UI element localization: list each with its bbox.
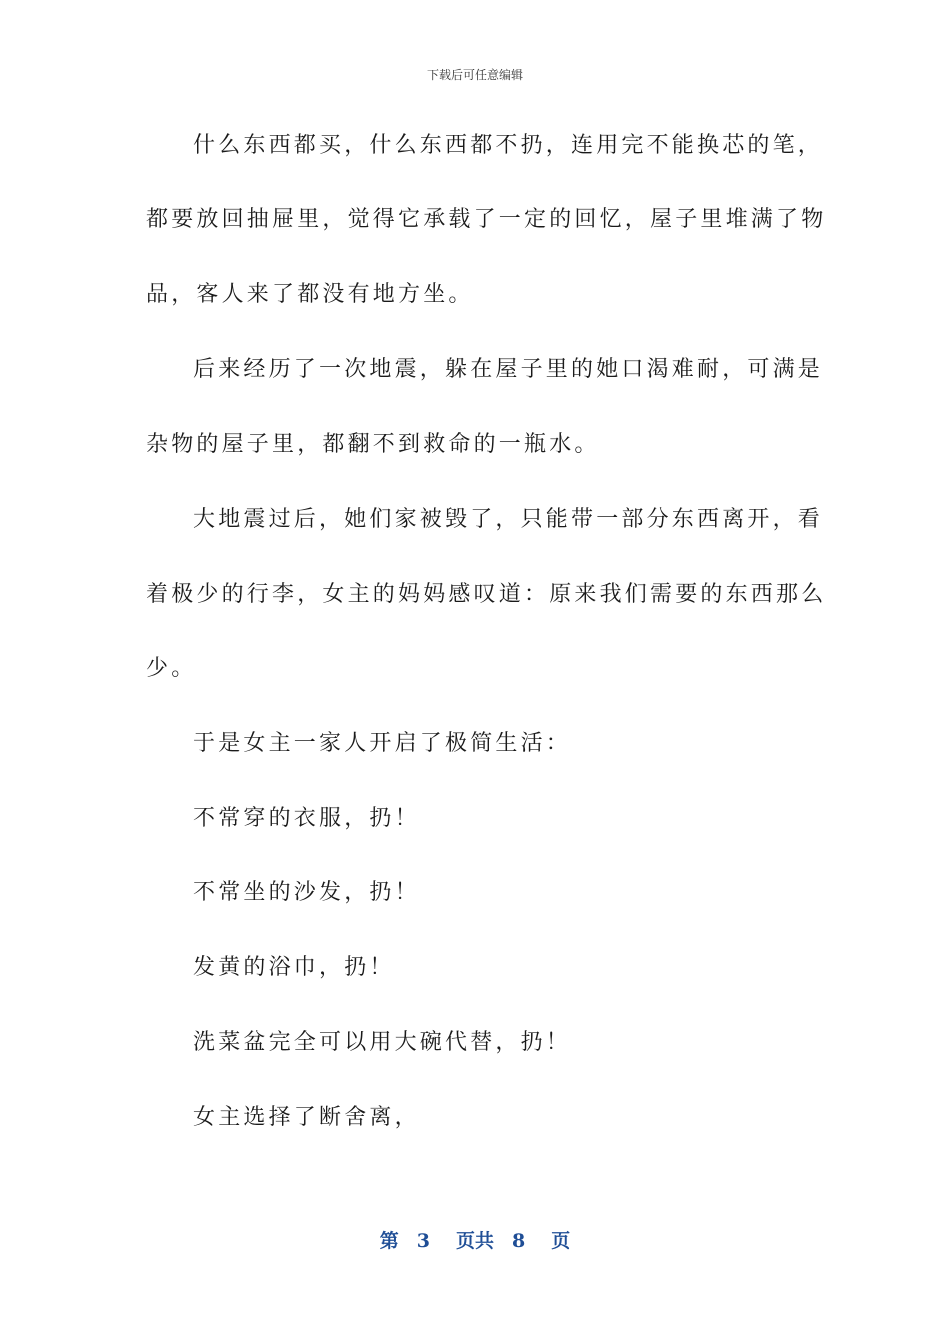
text-line: 女主选择了断舍离， (193, 1105, 420, 1130)
text-line: 大地震过后，她们家被毁了，只能带一部分东西离开，看 (193, 507, 824, 532)
text-line: 品，客人来了都没有地方坐。 (146, 282, 474, 307)
page-footer (0, 1226, 950, 1253)
footer-page-number: 3 (416, 1230, 430, 1252)
footer-page-prefix: 第 (379, 1230, 399, 1252)
text-line: 后来经历了一次地震，躲在屋子里的她口渴难耐，可满是 (193, 357, 824, 382)
page-header: 下载后可任意编辑 (426, 68, 523, 82)
text-line: 不常坐的沙发，扔！ (193, 880, 420, 905)
text-line: 着极少的行李，女主的妈妈感叹道：原来我们需要的东西那么 (146, 582, 827, 607)
text-line: 发黄的浴巾，扔！ (193, 955, 395, 980)
text-line: 洗菜盆完全可以用大碗代替，扔！ (193, 1030, 572, 1055)
text-line: 杂物的屋子里，都翻不到救命的一瓶水。 (146, 432, 600, 457)
footer-page-suffix: 页 (551, 1230, 571, 1252)
footer-middle: 页共 (455, 1230, 494, 1252)
text-line: 不常穿的衣服，扔！ (193, 806, 420, 831)
footer-total-pages: 8 (512, 1230, 526, 1252)
text-line: 少。 (146, 656, 197, 681)
text-line: 都要放回抽屉里，觉得它承载了一定的回忆，屋子里堆满了物 (146, 207, 827, 232)
text-line: 什么东西都买，什么东西都不扔，连用完不能换芯的笔， (193, 133, 824, 158)
text-line: 于是女主一家人开启了极简生活： (193, 731, 572, 756)
